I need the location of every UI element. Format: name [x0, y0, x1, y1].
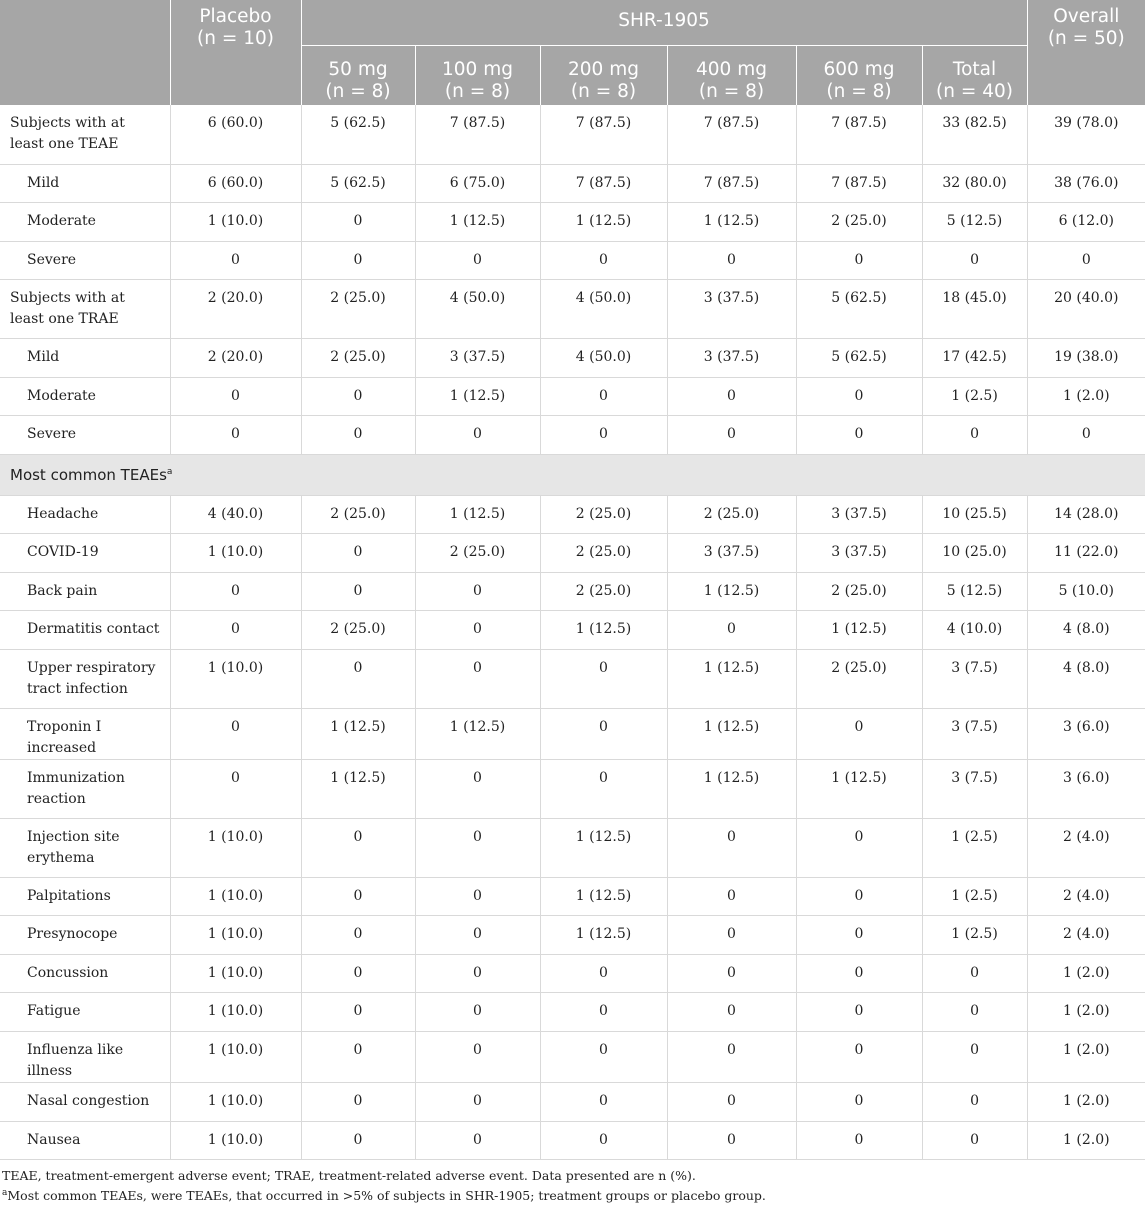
table-cell: 1 (2.5): [922, 818, 1027, 877]
table-row: [0, 105, 1145, 164]
header-dose-label: 200 mg: [568, 58, 639, 80]
table-cell: 5 (12.5): [922, 572, 1027, 610]
header-blank-cell: [0, 0, 170, 105]
table-cell: 0: [540, 649, 667, 708]
table-cell: 0: [415, 572, 540, 610]
table-cell: 0: [922, 992, 1027, 1031]
table-cell: 0: [796, 1082, 922, 1121]
table-cell: 0: [415, 759, 540, 818]
table-row: [0, 415, 1145, 454]
table-cell: 0: [415, 915, 540, 954]
table-cell: 0: [301, 1082, 415, 1121]
table-cell: 2 (25.0): [301, 495, 415, 533]
table-cell: 19 (38.0): [1027, 338, 1145, 377]
table-cell: 0: [415, 954, 540, 992]
table-cell: 1 (12.5): [796, 759, 922, 818]
row-label: Moderate: [0, 202, 170, 241]
table-cell: 5 (62.5): [796, 338, 922, 377]
table-cell: 1 (2.0): [1027, 377, 1145, 415]
table-cell: 0: [301, 1121, 415, 1159]
table-cell: 0: [922, 1082, 1027, 1121]
table-cell: 1 (2.0): [1027, 954, 1145, 992]
table-cell: 0: [170, 708, 301, 759]
table-row: [0, 338, 1145, 377]
table-cell: 4 (50.0): [540, 338, 667, 377]
table-cell: 0: [415, 877, 540, 915]
table-cell: 6 (12.0): [1027, 202, 1145, 241]
table-row: [0, 759, 1145, 818]
table-cell: 6 (75.0): [415, 164, 540, 202]
table-cell: 5 (62.5): [796, 279, 922, 338]
table-cell: 0: [415, 1031, 540, 1082]
table-row: [0, 915, 1145, 954]
table-row: [0, 164, 1145, 202]
row-label: Fatigue: [0, 992, 170, 1031]
table-row: [0, 1082, 1145, 1121]
table-cell: 33 (82.5): [922, 105, 1027, 164]
table-cell: 1 (10.0): [170, 992, 301, 1031]
footnote-a-text: Most common TEAEs, were TEAEs, that occurred in >5% of subjects in SHR-1905; treatment groups or placebo group.: [7, 1187, 766, 1203]
table-row: [0, 877, 1145, 915]
table-cell: 1 (10.0): [170, 818, 301, 877]
table-cell: 1 (10.0): [170, 533, 301, 572]
table-cell: 2 (25.0): [796, 649, 922, 708]
table-cell: 0: [301, 877, 415, 915]
table-row: [0, 708, 1145, 759]
row-label: Mild: [0, 164, 170, 202]
table-cell: 1 (2.0): [1027, 992, 1145, 1031]
row-label: Dermatitis contact: [0, 610, 170, 649]
row-label: Subjects with at least one TRAE: [0, 279, 170, 338]
table-cell: 3 (7.5): [922, 759, 1027, 818]
table-cell: 1 (12.5): [796, 610, 922, 649]
table-cell: 7 (87.5): [796, 164, 922, 202]
table-cell: 2 (25.0): [540, 495, 667, 533]
table-cell: 0: [922, 954, 1027, 992]
header-dose-3: [667, 45, 796, 105]
table-cell: 0: [540, 1031, 667, 1082]
table-row: [0, 533, 1145, 572]
table-cell: 1 (2.0): [1027, 1082, 1145, 1121]
table-cell: 1 (2.5): [922, 877, 1027, 915]
table-cell: 1 (12.5): [667, 708, 796, 759]
footnote-abbreviations: TEAE, treatment-emergent adverse event; TRAE, treatment-related adverse event. Data presented are n (%).: [2, 1167, 696, 1183]
table-cell: 7 (87.5): [667, 105, 796, 164]
table-cell: 38 (76.0): [1027, 164, 1145, 202]
table-cell: 3 (6.0): [1027, 759, 1145, 818]
table-cell: 0: [415, 649, 540, 708]
table-cell: 0: [1027, 241, 1145, 279]
table-cell: 1 (2.0): [1027, 1121, 1145, 1159]
table-cell: 0: [170, 241, 301, 279]
row-label: Severe: [0, 241, 170, 279]
table-cell: 0: [301, 533, 415, 572]
header-overall: [1027, 0, 1145, 105]
table-cell: 1 (2.0): [1027, 1031, 1145, 1082]
table-cell: 1 (12.5): [540, 877, 667, 915]
table-cell: 2 (25.0): [796, 202, 922, 241]
table-cell: 0: [415, 1082, 540, 1121]
table-cell: 1 (10.0): [170, 1082, 301, 1121]
table-cell: 1 (10.0): [170, 649, 301, 708]
table-header: [0, 0, 1145, 105]
table-cell: 0: [922, 1121, 1027, 1159]
row-label: Nausea: [0, 1121, 170, 1159]
table-cell: 2 (25.0): [796, 572, 922, 610]
table-row: [0, 241, 1145, 279]
table-cell: 0: [540, 954, 667, 992]
table-cell: 0: [540, 1121, 667, 1159]
table-cell: 0: [667, 954, 796, 992]
row-label: Presynocope: [0, 915, 170, 954]
header-group-shr1905: SHR-1905: [301, 0, 1027, 45]
table-cell: 5 (62.5): [301, 105, 415, 164]
table-cell: 0: [667, 241, 796, 279]
row-label: Palpitations: [0, 877, 170, 915]
table-row: [0, 202, 1145, 241]
table-cell: 3 (37.5): [667, 533, 796, 572]
table-cell: 3 (37.5): [667, 338, 796, 377]
table-row: [0, 377, 1145, 415]
section-title: [0, 454, 1145, 495]
table-cell: 0: [415, 992, 540, 1031]
table-cell: 3 (7.5): [922, 649, 1027, 708]
table-cell: 0: [540, 992, 667, 1031]
table-cell: 0: [301, 572, 415, 610]
table-cell: 2 (25.0): [301, 338, 415, 377]
table-cell: 1 (10.0): [170, 877, 301, 915]
table-cell: 2 (25.0): [301, 279, 415, 338]
header-placebo-n: (n = 10): [197, 28, 274, 49]
table-cell: 0: [301, 377, 415, 415]
table-cell: 0: [667, 992, 796, 1031]
table-row: [0, 572, 1145, 610]
table-cell: 3 (6.0): [1027, 708, 1145, 759]
table-row: [0, 495, 1145, 533]
table-cell: 0: [415, 415, 540, 454]
table-cell: 20 (40.0): [1027, 279, 1145, 338]
header-dose-1: [415, 45, 540, 105]
table-cell: 0: [667, 1082, 796, 1121]
table-cell: 2 (20.0): [170, 338, 301, 377]
table-row: [0, 954, 1145, 992]
table-cell: 0: [301, 992, 415, 1031]
table-row: [0, 1121, 1145, 1159]
table-cell: 1 (12.5): [415, 708, 540, 759]
table-cell: 1 (10.0): [170, 954, 301, 992]
table-cell: 2 (25.0): [667, 495, 796, 533]
table-cell: 14 (28.0): [1027, 495, 1145, 533]
table-cell: 0: [415, 241, 540, 279]
table-row: [0, 992, 1145, 1031]
table-cell: 10 (25.0): [922, 533, 1027, 572]
table-cell: 2 (20.0): [170, 279, 301, 338]
table-cell: 1 (10.0): [170, 202, 301, 241]
table-cell: 0: [667, 1121, 796, 1159]
table-cell: 0: [540, 708, 667, 759]
table-cell: 0: [540, 241, 667, 279]
table-cell: 0: [301, 202, 415, 241]
table-cell: 0: [540, 759, 667, 818]
header-dose-n: (n = 40): [936, 80, 1013, 102]
table-cell: 1 (12.5): [667, 202, 796, 241]
header-overall-n: (n = 50): [1047, 28, 1125, 49]
table-cell: 0: [540, 377, 667, 415]
header-dose-5: [922, 45, 1027, 105]
table-cell: 1 (12.5): [667, 759, 796, 818]
table-cell: 18 (45.0): [922, 279, 1027, 338]
header-dose-n: (n = 8): [444, 80, 511, 102]
table-cell: 0: [170, 572, 301, 610]
table-cell: 0: [301, 915, 415, 954]
table-cell: 1 (12.5): [540, 610, 667, 649]
table-cell: 1 (2.5): [922, 915, 1027, 954]
row-label: Concussion: [0, 954, 170, 992]
table-cell: 1 (12.5): [540, 915, 667, 954]
row-label: Nasal congestion: [0, 1082, 170, 1121]
table-cell: 0: [667, 610, 796, 649]
table-cell: 0: [796, 708, 922, 759]
table-cell: 0: [415, 1121, 540, 1159]
header-dose-n: (n = 8): [570, 80, 637, 102]
table-footnotes: [0, 1160, 1145, 1206]
table-cell: 0: [796, 377, 922, 415]
row-label: Troponin I increased: [0, 708, 170, 759]
table-cell: 2 (25.0): [540, 572, 667, 610]
table-cell: 0: [667, 877, 796, 915]
table-cell: 0: [170, 415, 301, 454]
table-cell: 4 (40.0): [170, 495, 301, 533]
row-label: Influenza like illness: [0, 1031, 170, 1082]
table-cell: 39 (78.0): [1027, 105, 1145, 164]
row-label: Severe: [0, 415, 170, 454]
table-cell: 0: [796, 1121, 922, 1159]
table-cell: 1 (12.5): [415, 495, 540, 533]
row-label: Mild: [0, 338, 170, 377]
table-cell: 1 (10.0): [170, 1121, 301, 1159]
header-dose-n: (n = 8): [698, 80, 765, 102]
table-cell: 1 (10.0): [170, 1031, 301, 1082]
section-title-text: Most common TEAEs: [10, 465, 167, 484]
row-label: Injection site erythema: [0, 818, 170, 877]
table-cell: 0: [796, 1031, 922, 1082]
header-dose-2: [540, 45, 667, 105]
table-cell: 1 (12.5): [540, 818, 667, 877]
table-cell: 0: [415, 818, 540, 877]
table-cell: 0: [301, 1031, 415, 1082]
table-cell: 2 (25.0): [540, 533, 667, 572]
table-cell: 1 (12.5): [415, 202, 540, 241]
table-cell: 7 (87.5): [667, 164, 796, 202]
header-dose-0: [301, 45, 415, 105]
table-cell: 0: [796, 818, 922, 877]
table-cell: 1 (10.0): [170, 915, 301, 954]
table-cell: 0: [922, 241, 1027, 279]
header-placebo-label: Placebo: [199, 6, 272, 27]
section-row-most-common-teaes: [0, 454, 1145, 495]
table-cell: 7 (87.5): [540, 105, 667, 164]
table-cell: 0: [922, 1031, 1027, 1082]
table-cell: 0: [667, 1031, 796, 1082]
table-cell: 1 (2.5): [922, 377, 1027, 415]
table-cell: 0: [540, 1082, 667, 1121]
table-cell: 4 (50.0): [415, 279, 540, 338]
table-cell: 3 (37.5): [796, 495, 922, 533]
table-cell: 5 (12.5): [922, 202, 1027, 241]
table-cell: 3 (37.5): [415, 338, 540, 377]
table-cell: 4 (8.0): [1027, 649, 1145, 708]
table-cell: 2 (25.0): [415, 533, 540, 572]
row-label: Headache: [0, 495, 170, 533]
table-cell: 4 (10.0): [922, 610, 1027, 649]
header-dose-n: (n = 8): [826, 80, 892, 102]
table-cell: 1 (12.5): [301, 759, 415, 818]
table-cell: 0: [540, 415, 667, 454]
table-cell: 0: [796, 877, 922, 915]
table-cell: 0: [796, 241, 922, 279]
header-overall-label: Overall: [1053, 6, 1120, 27]
table-cell: 32 (80.0): [922, 164, 1027, 202]
row-label: Moderate: [0, 377, 170, 415]
table-cell: 0: [667, 377, 796, 415]
row-label: Subjects with at least one TEAE: [0, 105, 170, 164]
header-dose-label: 400 mg: [696, 58, 767, 80]
table-row: [0, 649, 1145, 708]
table-row: [0, 279, 1145, 338]
table-cell: 0: [796, 415, 922, 454]
header-dose-label: 50 mg: [328, 58, 388, 80]
row-label: Back pain: [0, 572, 170, 610]
table-cell: 0: [796, 992, 922, 1031]
table-cell: 0: [170, 610, 301, 649]
row-label: Immunization reaction: [0, 759, 170, 818]
table-cell: 1 (12.5): [667, 572, 796, 610]
row-label: Upper respiratory tract infection: [0, 649, 170, 708]
table-cell: 0: [415, 610, 540, 649]
table-cell: 1 (12.5): [415, 377, 540, 415]
table-cell: 0: [301, 649, 415, 708]
table-cell: 3 (7.5): [922, 708, 1027, 759]
table-cell: 5 (10.0): [1027, 572, 1145, 610]
table-row: [0, 1031, 1145, 1082]
table-cell: 2 (4.0): [1027, 915, 1145, 954]
table-cell: 0: [1027, 415, 1145, 454]
row-label: COVID-19: [0, 533, 170, 572]
table-cell: 17 (42.5): [922, 338, 1027, 377]
table-cell: 0: [301, 415, 415, 454]
table-cell: 2 (4.0): [1027, 877, 1145, 915]
table-cell: 0: [796, 915, 922, 954]
footnote-a-mark: a: [2, 1187, 8, 1198]
table-cell: 0: [667, 818, 796, 877]
header-dose-label: 600 mg: [823, 58, 895, 80]
table-cell: 0: [922, 415, 1027, 454]
table-cell: 0: [667, 915, 796, 954]
footnote-a: [2, 1186, 1145, 1206]
table-cell: 7 (87.5): [415, 105, 540, 164]
table-cell: 1 (12.5): [301, 708, 415, 759]
table-cell: 0: [667, 415, 796, 454]
table-cell: 2 (4.0): [1027, 818, 1145, 877]
section-title-sup: a: [166, 466, 173, 477]
table-cell: 4 (50.0): [540, 279, 667, 338]
header-dose-n: (n = 8): [325, 80, 391, 102]
table-cell: 0: [170, 377, 301, 415]
table-cell: 5 (62.5): [301, 164, 415, 202]
header-dose-4: [796, 45, 922, 105]
header-dose-label: Total: [952, 58, 997, 80]
table-row: [0, 818, 1145, 877]
table-cell: 0: [301, 954, 415, 992]
table-cell: 6 (60.0): [170, 164, 301, 202]
table-cell: 6 (60.0): [170, 105, 301, 164]
table-cell: 0: [301, 241, 415, 279]
table-row: [0, 610, 1145, 649]
table-cell: 3 (37.5): [796, 533, 922, 572]
table-cell: 2 (25.0): [301, 610, 415, 649]
table-cell: 4 (8.0): [1027, 610, 1145, 649]
header-placebo: [170, 0, 301, 105]
table-cell: 10 (25.5): [922, 495, 1027, 533]
table-cell: 1 (12.5): [540, 202, 667, 241]
table-cell: 0: [170, 759, 301, 818]
table-cell: 3 (37.5): [667, 279, 796, 338]
table-cell: 7 (87.5): [540, 164, 667, 202]
table-body: [0, 105, 1145, 1159]
table-cell: 0: [301, 818, 415, 877]
table-cell: 1 (12.5): [667, 649, 796, 708]
table-cell: 0: [796, 954, 922, 992]
table-cell: 7 (87.5): [796, 105, 922, 164]
header-dose-label: 100 mg: [442, 58, 513, 80]
table-cell: 11 (22.0): [1027, 533, 1145, 572]
